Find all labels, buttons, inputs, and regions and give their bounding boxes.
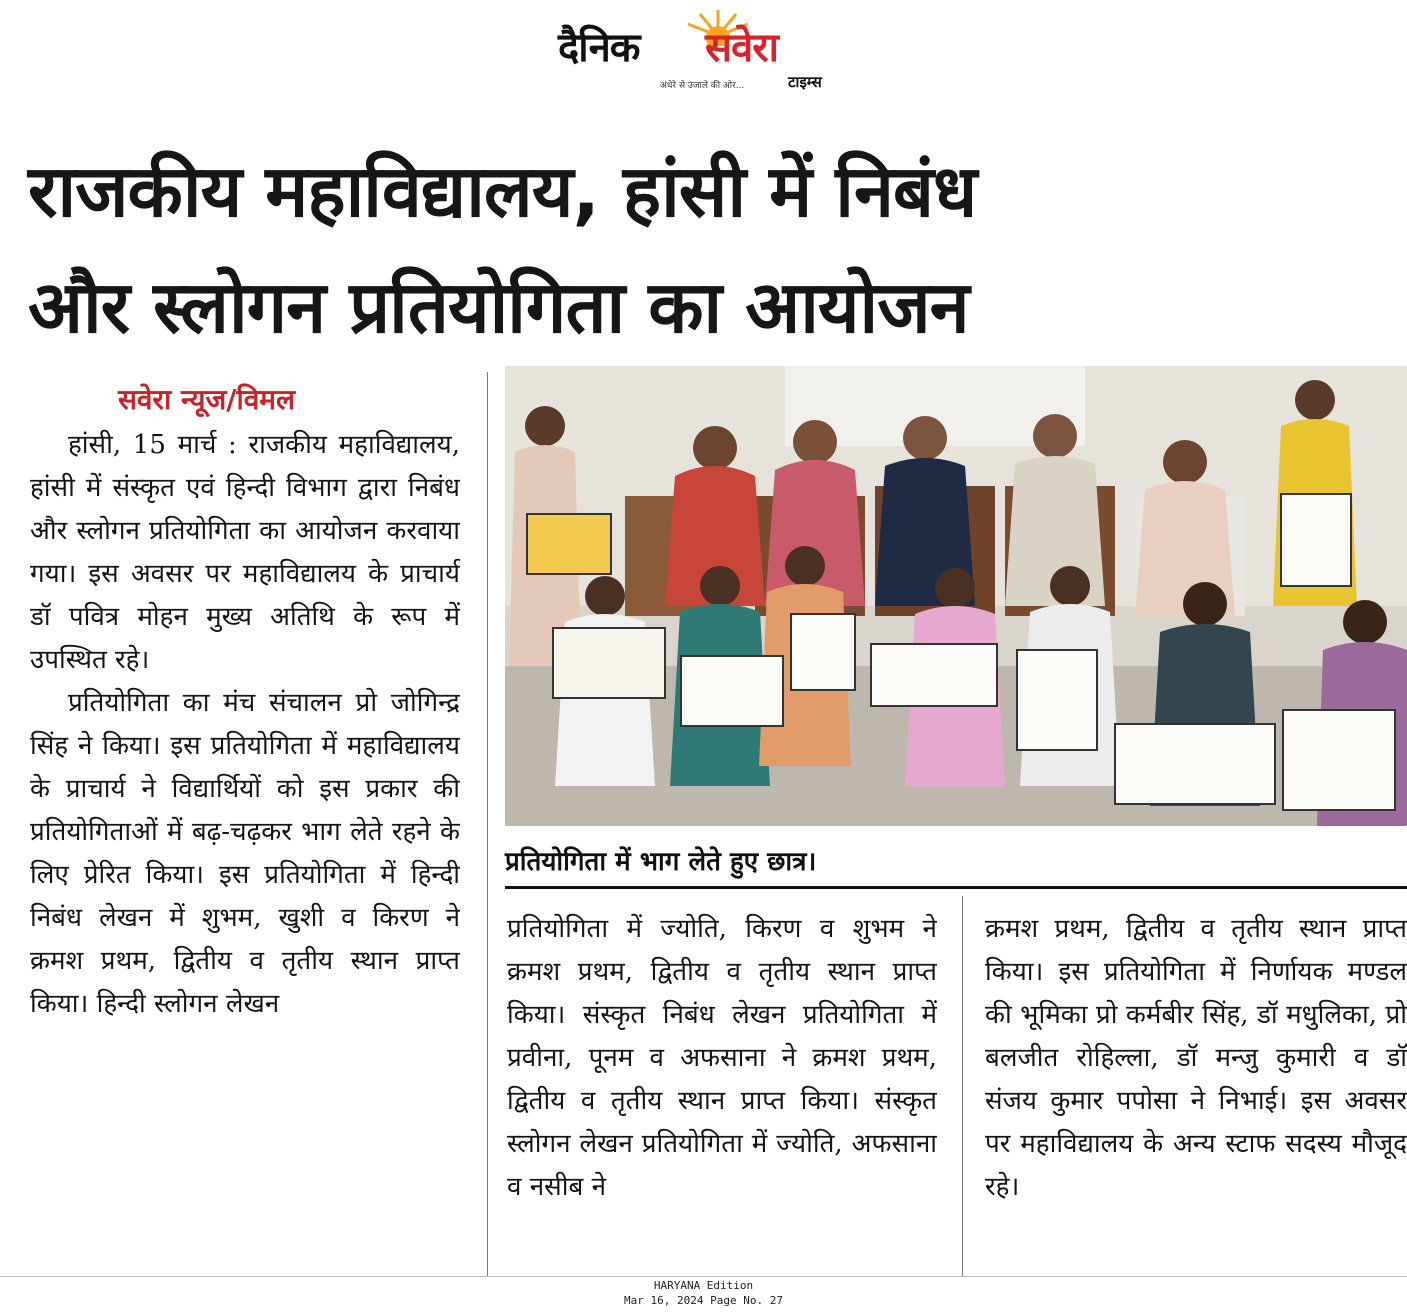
footer-date-page: Mar 16, 2024 Page No. 27 bbox=[624, 1294, 783, 1307]
masthead-tagline: अंधेरे से उजाले की ओर... bbox=[660, 81, 745, 91]
headline-line-1: राजकीय महाविद्यालय, हांसी में निबंध bbox=[28, 149, 977, 233]
article-paragraph: प्रतियोगिता का मंच संचालन प्रो जोगिन्द्र सिंह ने किया। इस प्रतियोगिता में महाविद्यालय के प्राचार्य ने विद्यार्थियों को इस प्रकार की प्रतियोगिताओं में बढ़-चढ़कर भाग लेते रहने के लिए प्रेरित किया। इस प्रतियोगिता में हिन्दी निबंध लेखन में शुभम, खुशी व किरण ने क्रमश प्रथम, द्वितीय व तृतीय स्थान प्राप्त किया। हिन्दी स्लोगन लेखन bbox=[30, 688, 460, 1019]
caption-rule bbox=[505, 886, 1407, 889]
masthead-name-part3: टाइम्स bbox=[788, 73, 822, 91]
article-paragraph: हांसी, 15 मार्च : राजकीय महाविद्यालय, हांसी में संस्कृत एवं हिन्दी विभाग द्वारा निबंध और स्लोगन प्रतियोगिता का आयोजन करवाया गया। इस अवसर पर महाविद्यालय के प्राचार्य डॉ पवित्र मोहन मुख्य अतिथि के रूप में उपस्थित रहे। bbox=[30, 430, 460, 675]
article-column-3 bbox=[985, 908, 1407, 1276]
group-photo-illustration bbox=[505, 366, 1407, 826]
byline: सवेरा न्यूज/विमल bbox=[118, 383, 295, 416]
masthead-name-part2: सवेरा bbox=[705, 25, 778, 71]
article-paragraph: प्रतियोगिता में ज्योति, किरण व शुभम ने क्रमश प्रथम, द्वितीय व तृतीय स्थान प्राप्त किया। संस्कृत निबंध लेखन प्रतियोगिता में प्रवीना, पूनम व अफसाना ने क्रमश प्रथम, द्वितीय व तृतीय स्थान प्राप्त किया। संस्कृत स्लोगन लेखन प्रतियोगिता में ज्योति, अफसाना व नसीब ने bbox=[507, 914, 937, 1202]
article-column-2 bbox=[507, 908, 937, 1276]
column-divider bbox=[487, 372, 488, 1277]
group-photo bbox=[505, 366, 1407, 826]
masthead-logo bbox=[540, 6, 870, 94]
photo-caption: प्रतियोगिता में भाग लेते हुए छात्र। bbox=[505, 847, 817, 877]
page-footer bbox=[0, 1278, 1407, 1308]
footer-edition: HARYANA Edition bbox=[653, 1279, 754, 1292]
column-divider bbox=[962, 896, 963, 1277]
article-paragraph: क्रमश प्रथम, द्वितीय व तृतीय स्थान प्राप्त किया। इस प्रतियोगिता में निर्णायक मण्डल की भूमिका प्रो कर्मबीर सिंह, डॉ मधुलिका, प्रो बलजीत रोहिल्ला, डॉ मन्जु कुमारी व डॉ संजय कुमार पपोसा ने निभाई। इस अवसर पर महाविद्यालय के अन्य स्टाफ सदस्य मौजूद रहे। bbox=[985, 914, 1407, 1202]
masthead-name-part1: दैनिक bbox=[558, 25, 640, 71]
article-column-1 bbox=[30, 424, 460, 1276]
footer-rule bbox=[0, 1276, 1407, 1277]
headline-line-2: और स्लोगन प्रतियोगिता का आयोजन bbox=[28, 265, 969, 349]
